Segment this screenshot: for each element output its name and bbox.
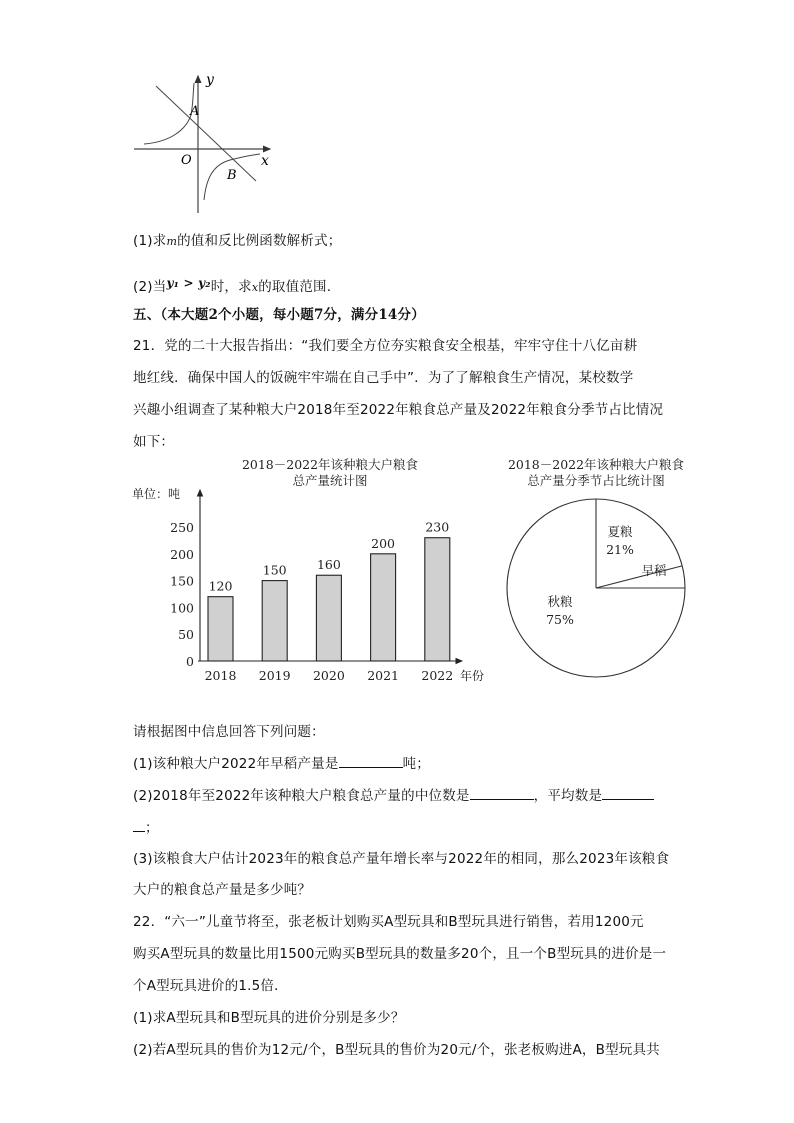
q21-line3: 兴趣小组调查了某种粮大户2018年至2022年粮食总产量及2022年粮食分季节占比情况 xyxy=(133,402,664,418)
q20-part2-prefix: (2)当 xyxy=(133,279,167,295)
q22-line2: 购买A型玩具的数量比用1500元购买B型玩具的数量多20个，且一个B型玩具的进价是一 xyxy=(133,946,667,962)
y-tick-label: 200 xyxy=(170,546,194,562)
y-tick-label: 150 xyxy=(170,573,194,589)
q21-part1-prefix: (1)该种粮大户2022年早稻产量是 xyxy=(133,756,339,772)
q20-part2 xyxy=(133,273,331,298)
bar-2021 xyxy=(371,554,396,661)
q21-part2-mid: ，平均数是 xyxy=(533,788,603,804)
pie-chart-title-line2: 总产量分季节占比统计图 xyxy=(527,473,665,488)
answer-blank-mean[interactable] xyxy=(602,785,654,800)
bar-chart-title-line2: 总产量统计图 xyxy=(292,473,368,488)
pie-slice-percent: 75% xyxy=(546,612,574,627)
label-x: x xyxy=(261,153,269,169)
label-point-b: B xyxy=(227,168,237,183)
x-tick-label: 2019 xyxy=(258,668,291,683)
pie-slice-percent: 21% xyxy=(606,542,634,557)
x-axis-label: 年份 xyxy=(460,669,485,683)
bar-value-label: 230 xyxy=(425,519,450,535)
q22-line3: 个A型玩具进价的1.5倍． xyxy=(133,978,288,994)
bar-chart-title-line1: 2018－2022年该种粮大户粮食 xyxy=(241,457,419,472)
var-m: m xyxy=(166,235,178,248)
answer-blank-median[interactable] xyxy=(470,785,534,800)
x-tick-label: 2020 xyxy=(312,668,345,683)
bar-2019 xyxy=(262,581,287,661)
q22-part2: (2)若A型玩具的售价为12元/个，B型玩具的售价为20元/个，张老板购进A，B型玩具共 xyxy=(133,1042,660,1058)
linear-function-line xyxy=(156,86,256,181)
bar-value-label: 120 xyxy=(208,578,233,594)
q21-part2-prefix: (2)2018年至2022年该种粮大户粮食总产量的中位数是 xyxy=(133,788,470,804)
bar-2022 xyxy=(425,538,450,661)
pie-chart xyxy=(490,450,710,695)
hyperbola-branch-left xyxy=(144,83,194,144)
q22-part1: (1)求A型玩具和B型玩具的进价分别是多少？ xyxy=(133,1010,405,1026)
bar-2018 xyxy=(208,597,233,661)
x-tick-label: 2018 xyxy=(204,668,237,683)
q21-prompt: 请根据图中信息回答下列问题： xyxy=(133,724,325,740)
bar-value-label: 150 xyxy=(262,562,287,578)
bar-2020 xyxy=(316,575,341,661)
q20-part1 xyxy=(133,231,341,252)
bar-chart xyxy=(120,450,490,695)
section-heading: 五、（本大题2个小题，每小题7分，满分14分） xyxy=(133,307,425,323)
q20-part1-suffix: 的值和反比例函数解析式； xyxy=(177,233,342,249)
q21-part1-suffix: 吨； xyxy=(402,756,430,772)
pie-chart-title-line1: 2018－2022年该种粮大户粮食 xyxy=(507,457,685,472)
q21-part1 xyxy=(133,753,430,774)
pie-slice-name: 早稻 xyxy=(641,563,667,578)
condition-y1-gt-y2: y₁ > y₂ xyxy=(166,276,211,290)
q21-line1: 21．党的二十大报告指出：“我们要全方位夯实粮食安全根基，牢牢守住十八亿亩耕 xyxy=(133,338,638,354)
q20-part1-prefix: (1)求 xyxy=(133,233,167,249)
y-tick-label: 0 xyxy=(186,654,194,669)
y-tick-label: 100 xyxy=(170,600,194,616)
q21-part2-end: ； xyxy=(145,820,159,836)
q22-line1: 22．“六一”儿童节将至，张老板计划购买A型玩具和B型玩具进行销售，若用1200元 xyxy=(133,914,644,930)
answer-blank-early-rice[interactable] xyxy=(339,753,403,768)
y-axis-unit-label: 单位：吨 xyxy=(132,487,181,501)
q21-line4: 如下： xyxy=(133,434,175,450)
answer-blank-mean-cont[interactable] xyxy=(133,817,145,832)
x-tick-label: 2021 xyxy=(367,668,400,683)
bar-value-label: 160 xyxy=(316,557,341,573)
label-origin: O xyxy=(181,153,192,168)
bar-value-label: 200 xyxy=(371,535,396,551)
function-graph xyxy=(120,60,290,220)
label-point-a: A xyxy=(190,104,200,119)
pie-slice-name: 夏粮 xyxy=(607,524,633,539)
q20-part2-mid: 时，求 xyxy=(210,279,252,295)
q20-part2-suffix: 的取值范围. xyxy=(258,279,332,295)
x-tick-label: 2022 xyxy=(421,668,454,683)
var-x: x xyxy=(251,281,259,294)
y-tick-label: 50 xyxy=(178,627,194,643)
q21-part2-cont xyxy=(133,817,159,838)
y-tick-label: 250 xyxy=(170,520,194,535)
label-y: y xyxy=(206,72,214,88)
q21-line2: 地红线．确保中国人的饭碗牢牢端在自己手中”．为了了解粮食生产情况，某校数学 xyxy=(133,370,634,386)
q21-part3-line1: (3)该粮食大户估计2023年的粮食总产量年增长率与2022年的相同，那么2023年该粮食 xyxy=(133,851,670,867)
pie-slice-name: 秋粮 xyxy=(547,594,573,609)
q21-part3-line2: 大户的粮食总产量是多少吨？ xyxy=(133,882,312,898)
q21-part2 xyxy=(133,785,654,806)
